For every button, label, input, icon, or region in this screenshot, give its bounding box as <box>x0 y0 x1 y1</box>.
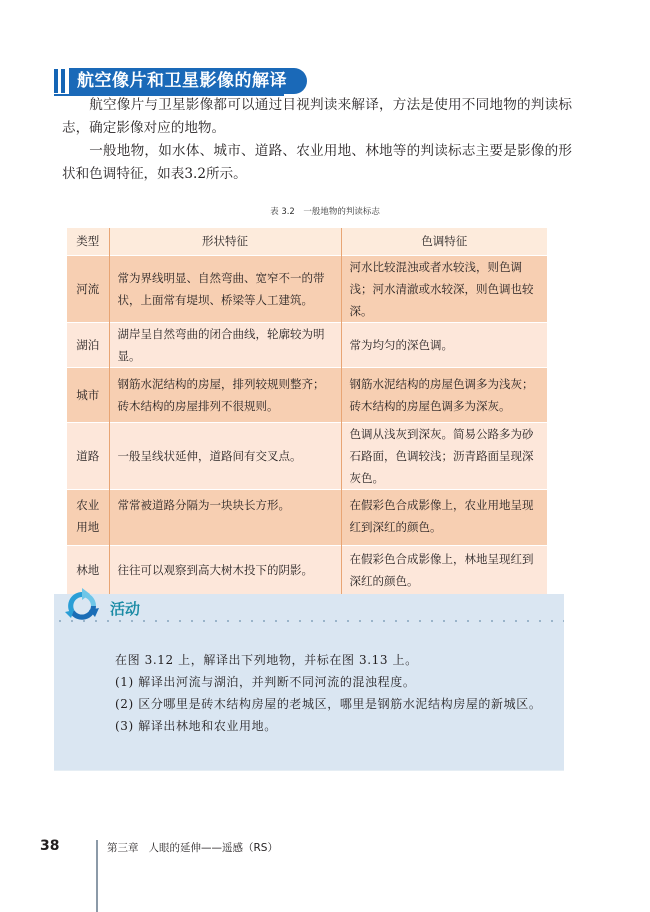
cell-type: 城市 <box>67 367 109 422</box>
activity-intro: 在图 3.12 上，解译出下列地物，并标在图 3.13 上。 <box>115 653 418 667</box>
cell-type: 林地 <box>67 545 109 595</box>
chapter-title: 人眼的延伸——遥感（RS） <box>148 842 278 854</box>
cell-tone: 在假彩色合成影像上，林地呈现红到深红的颜色。 <box>341 545 547 595</box>
cell-type: 农业用地 <box>67 489 109 545</box>
page-number: 38 <box>40 838 60 854</box>
table-header-row <box>67 228 547 255</box>
chapter-number: 第三章 <box>107 842 139 854</box>
cell-tone: 常为均匀的深色调。 <box>341 322 547 367</box>
paragraph-2: 一般地物，如水体、城市、道路、农业用地、林地等的判读标志主要是影像的形状和色调特征，如表3.2所示。 <box>62 143 572 182</box>
cell-tone: 钢筋水泥结构的房屋色调多为浅灰；砖木结构的房屋色调多为深灰。 <box>341 367 547 422</box>
cell-type: 道路 <box>67 422 109 489</box>
section-heading <box>54 68 307 94</box>
footer-rule <box>96 840 98 912</box>
activity-instructions <box>115 649 541 737</box>
cell-shape: 常常被道路分隔为一块块长方形。 <box>109 489 341 545</box>
running-footer <box>107 840 278 855</box>
heading-bars-decoration <box>54 69 65 93</box>
activity-box <box>54 594 564 771</box>
cell-tone: 在假彩色合成影像上，农业用地呈现红到深红的颜色。 <box>341 489 547 545</box>
cell-shape: 湖岸呈自然弯曲的闭合曲线，轮廓较为明显。 <box>109 322 341 367</box>
activity-task: (1) 解译出河流与湖泊，并判断不同河流的混浊程度。 <box>115 675 416 689</box>
activity-title: 活动 <box>110 600 141 618</box>
cell-shape: 常为界线明显、自然弯曲、宽窄不一的带状，上面常有堤坝、桥梁等人工建筑。 <box>109 255 341 322</box>
table-row <box>67 367 547 422</box>
cell-tone: 河水比较混浊或者水较浅，则色调浅；河水清澈或水较深，则色调也较深。 <box>341 255 547 322</box>
table-row <box>67 322 547 367</box>
dotted-divider <box>54 620 564 622</box>
header-shape: 形状特征 <box>109 228 341 255</box>
header-tone: 色调特征 <box>341 228 547 255</box>
cell-type: 湖泊 <box>67 322 109 367</box>
table-row <box>67 255 547 322</box>
cell-shape: 一般呈线状延伸，道路间有交叉点。 <box>109 422 341 489</box>
header-type: 类型 <box>67 228 109 255</box>
cell-shape: 往往可以观察到高大树木投下的阴影。 <box>109 545 341 595</box>
interpretation-marks-table <box>67 228 547 595</box>
table-row <box>67 489 547 545</box>
table-caption: 表 3.2 一般地物的判读标志 <box>270 207 380 217</box>
table-row <box>67 545 547 595</box>
table-row <box>67 422 547 489</box>
paragraph-1: 航空像片与卫星影像都可以通过目视判读来解译，方法是使用不同地物的判读标志，确定影像对应的地物。 <box>62 97 572 136</box>
activity-task: (3) 解译出林地和农业用地。 <box>115 719 277 733</box>
cell-shape: 钢筋水泥结构的房屋，排列较规则整齐；砖木结构的房屋排列不很规则。 <box>109 367 341 422</box>
activity-task: (2) 区分哪里是砖木结构房屋的老城区，哪里是钢筋水泥结构房屋的新城区。 <box>115 697 542 711</box>
section-title: 航空像片和卫星影像的解译 <box>69 68 307 94</box>
cell-type: 河流 <box>67 255 109 322</box>
cell-tone: 色调从浅灰到深灰。简易公路多为砂石路面，色调较浅；沥青路面呈现深灰色。 <box>341 422 547 489</box>
